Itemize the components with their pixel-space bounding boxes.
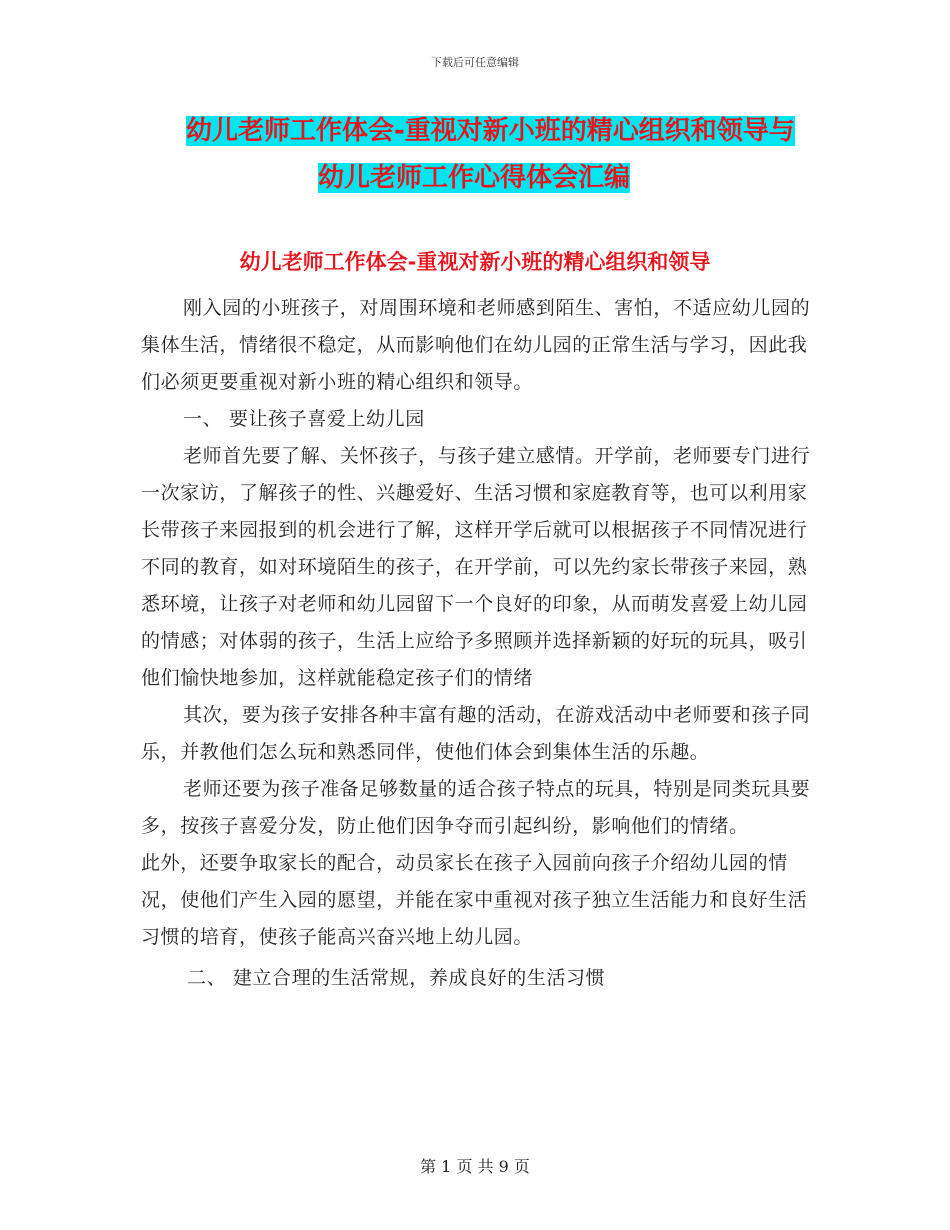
document-body (141, 290, 811, 997)
paragraph-intro: 刚入园的小班孩子，对周围环境和老师感到陌生、害怕，不适应幼儿园的集体生活，情绪很不稳定，从而影响他们在幼儿园的正常生活与学习，因此我们必须更要重视对新小班的精心组织和领导。 (141, 297, 811, 393)
section-title: 幼儿老师工作体会-重视对新小班的精心组织和领导 (239, 250, 711, 274)
document-title-line-2: 幼儿老师工作心得体会汇编 (318, 163, 631, 193)
paragraph-toys: 老师还要为孩子准备足够数量的适合孩子特点的玩具，特别是同类玩具要多，按孩子喜爱分发，防止他们因争夺而引起纠纷，影响他们的情绪。 (141, 778, 811, 837)
paragraph-parents: 此外，还要争取家长的配合，动员家长在孩子入园前向孩子介绍幼儿园的情况，使他们产生入园的愿望，并能在家中重视对孩子独立生活能力和良好生活习惯的培育，使孩子能高兴奋兴地上幼儿园。 (141, 852, 808, 948)
document-title-line-1: 幼儿老师工作体会-重视对新小班的精心组织和领导与 (186, 116, 795, 146)
paragraph-secondly: 其次，要为孩子安排各种丰富有趣的活动，在游戏活动中老师要和孩子同乐，并教他们怎么玩和熟悉同伴，使他们体会到集体生活的乐趣。 (141, 704, 811, 763)
heading-part-one: 一、 要让孩子喜爱上幼儿园 (183, 408, 425, 430)
paragraph-teacher-first: 老师首先要了解、关怀孩子，与孩子建立感情。开学前，老师要专门进行一次家访，了解孩子的性、兴趣爱好、生活习惯和家庭教育等，也可以利用家长带孩子来园报到的机会进行了解，这样开学后就可以根据孩子不同情况进行不同的教育，如对环境陌生的孩子，在开学前，可以先约家长带孩子来园，熟悉环境，让孩子对老师和幼儿园留下一个良好的印象，从而萌发喜爱上幼儿园的情感；对体弱的孩子，生活上应给予多照顾并选择新颖的好玩的玩具，吸引他们愉快地参加，这样就能稳定孩子们的情绪 (141, 445, 811, 689)
page-header-note: 下载后可任意编辑 (431, 56, 519, 69)
page-number-footer: 第 1 页 共 9 页 (420, 1157, 530, 1176)
document-title (150, 108, 830, 202)
heading-part-two: 二、 建立合理的生活常规，养成良好的生活习惯 (187, 967, 606, 989)
